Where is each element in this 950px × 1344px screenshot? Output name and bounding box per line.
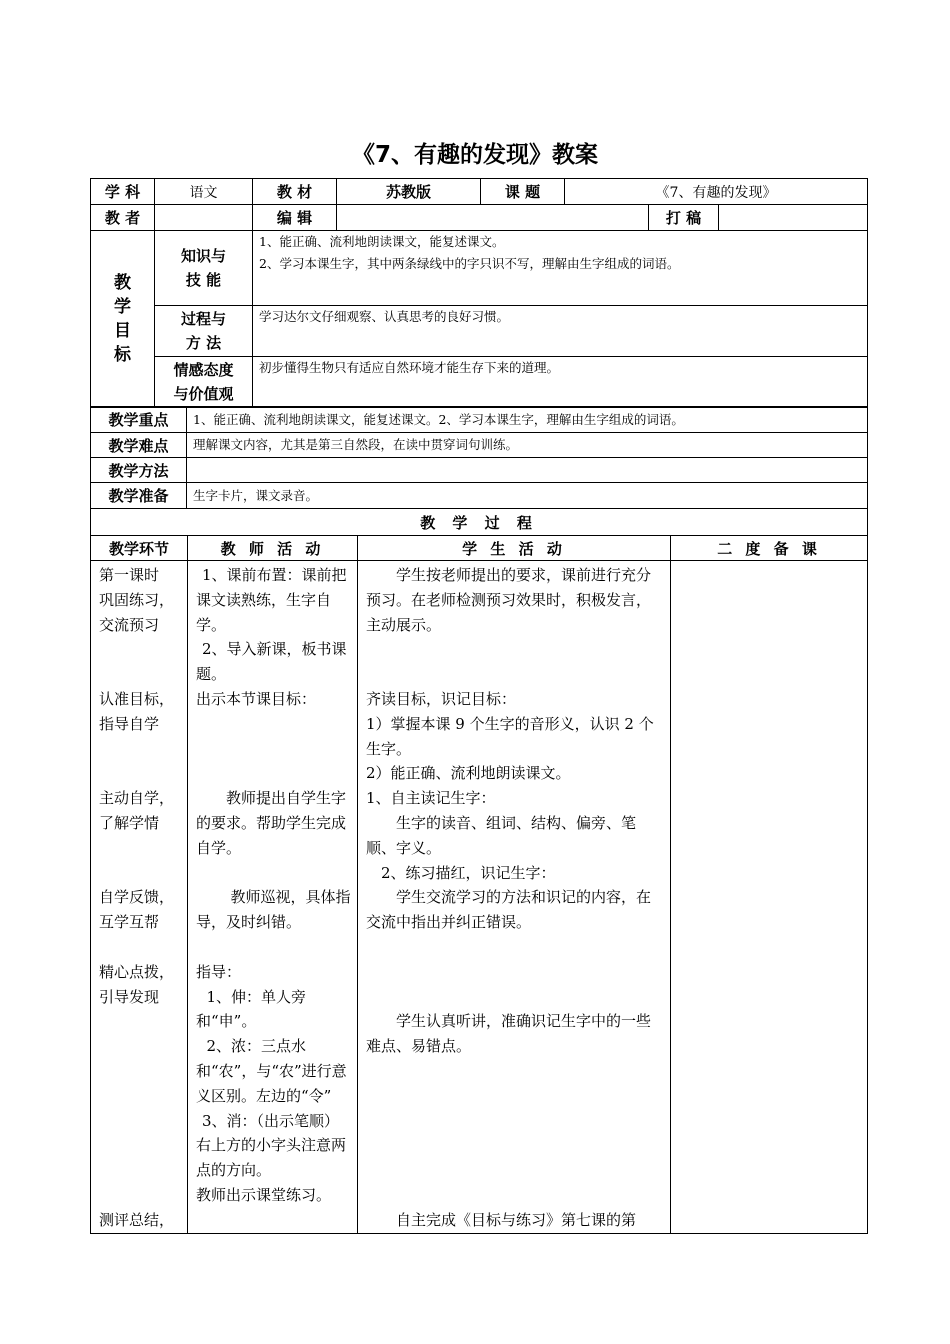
emotion-values-text: 初步懂得生物只有适应自然环境才能生存下来的道理。	[253, 357, 868, 408]
difficulty-text: 理解课文内容，尤其是第三自然段，在读中贯穿词句训练。	[187, 433, 868, 458]
textbook-value: 苏教版	[337, 179, 481, 205]
lesson-info-table	[90, 178, 868, 408]
typist-value	[719, 205, 868, 231]
preparation-label: 教学准备	[91, 483, 187, 509]
knowledge-skills-label: 知识与 技 能	[155, 231, 253, 306]
lesson-value: 《7、有趣的发现》	[565, 179, 868, 205]
stage-column: 第一课时 巩固练习， 交流预习 认准目标， 指导自学 主动自学， 了解学情 自学反馈， 互学互帮 精心点拨， 引导发现 测评总结，	[91, 561, 188, 1234]
knowledge-skills-text: 1、能正确、流利地朗读课文，能复述课文。 2、学习本课生字，其中两条绿线中的字只识不写，理解由生字组成的词语。	[253, 231, 868, 306]
textbook-label: 教 材	[253, 179, 337, 205]
teacher-value	[155, 205, 253, 231]
method-label: 教学方法	[91, 458, 187, 483]
teaching-process-table	[90, 508, 868, 1234]
col-stage-header: 教学环节	[91, 536, 188, 561]
lesson-label: 课 题	[481, 179, 565, 205]
page-title: 《7、有趣的发现》教案	[351, 142, 598, 168]
preparation-text: 生字卡片，课文录音。	[187, 483, 868, 509]
emotion-values-label: 情感态度 与价值观	[155, 357, 253, 408]
editor-label: 编 辑	[253, 205, 337, 231]
key-points-text: 1、能正确、流利地朗读课文，能复述课文。2、学习本课生字，理解由生字组成的词语。	[187, 407, 868, 433]
method-text	[187, 458, 868, 483]
col-student-header: 学 生 活 动	[358, 536, 671, 561]
key-points-label: 教学重点	[91, 407, 187, 433]
teacher-activity-column: 1、课前布置：课前把课文读熟练，生字自学。 2、导入新课，板书课题。 出示本节课目标： 教师提出自学生字的要求。帮助学生完成自学。 教师巡视，具体指导，及时纠错。 指导： 1、伸：单人旁和“申”。 2、浓：三点水和“农”，与“农”进行意义区别。左边的“令” 3、消：（出示笔顺）右上方的小字头注意两点的方向。 教师出示课堂练习。	[188, 561, 358, 1234]
subject-label: 学 科	[91, 179, 155, 205]
teaching-info-table	[90, 406, 868, 509]
process-section-title: 教 学 过 程	[91, 509, 868, 536]
teaching-goals-label: 教 学 目 标	[91, 231, 155, 408]
col-teacher-header: 教 师 活 动	[188, 536, 358, 561]
col-second-header: 二 度 备 课	[671, 536, 868, 561]
editor-value	[337, 205, 649, 231]
teacher-label: 教 者	[91, 205, 155, 231]
difficulty-label: 教学难点	[91, 433, 187, 458]
process-method-label: 过程与 方 法	[155, 306, 253, 357]
second-prep-column	[671, 561, 868, 1234]
student-activity-column: 学生按老师提出的要求，课前进行充分预习。在老师检测预习效果时，积极发言，主动展示。 齐读目标，识记目标： 1）掌握本课 9 个生字的音形义，认识 2 个生字。 2）能正确、流利地朗读课文。 1、自主读记生字： 生字的读音、组词、结构、偏旁、笔顺、字义。 2、练习描红，识记生字： 学生交流学习的方法和识记的内容，在交流中指出并纠正错误。 学生认真听讲，准确识记生字中的一些难点、易错点。 自主完成《目标与练习》第七课的第	[358, 561, 671, 1234]
process-method-text: 学习达尔文仔细观察、认真思考的良好习惯。	[253, 306, 868, 357]
typist-label: 打 稿	[649, 205, 719, 231]
subject-value: 语文	[155, 179, 253, 205]
